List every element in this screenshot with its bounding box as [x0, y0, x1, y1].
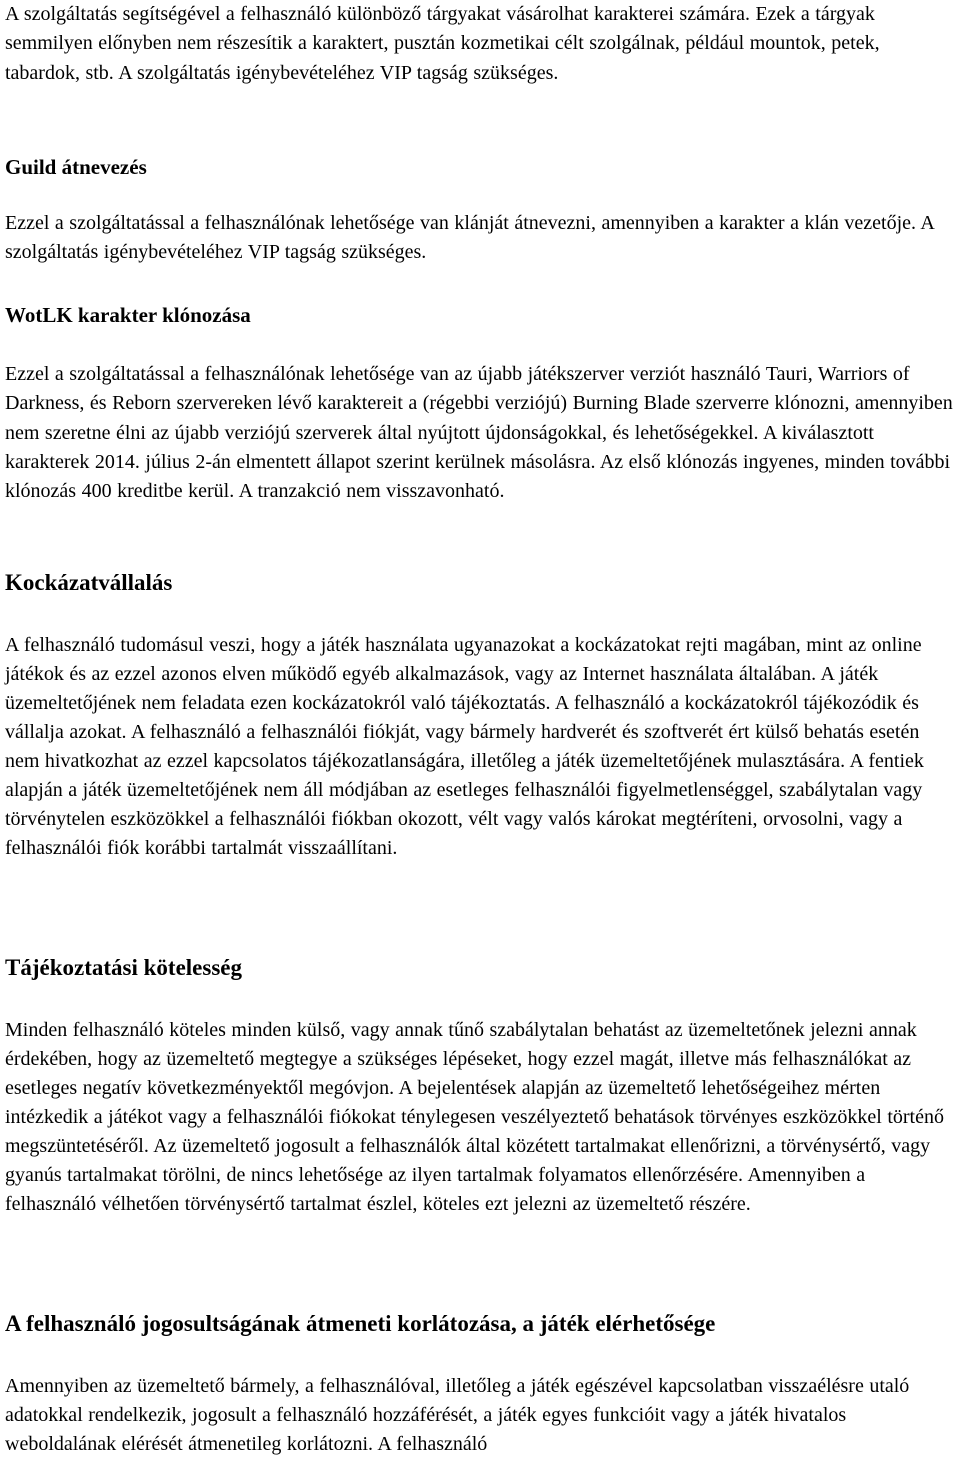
guild-rename-heading: Guild átnevezés: [5, 155, 147, 179]
wotlk-clone-paragraph: Ezzel a szolgáltatással a felhasználónak lehetősége van az újabb játékszerver verziót használó Tauri, Warriors of Darkness, és Reborn szervereken lévő karaktereit a (régebbi verziójú) Burning Blade szerverre klónozni, amennyiben nem szeretne élni az újabb verziójú szerverek által nyújtott újdonságokkal, és lehetőségekkel. A kiválasztott karakterek 2014. július 2-án elmentett állapot szerint kerülnek másolásra. Az első klónozás ingyenes, minden további klónozás 400 kreditbe kerül. A tranzakció nem visszavonható.: [5, 363, 953, 503]
info-duty-paragraph: Minden felhasználó köteles minden külső, vagy annak tűnő szabálytalan behatást az üzemeltetőnek jelezni annak érdekében, hogy az üzemeltető megtegye a szükséges lépéseket, hogy ezzel magát, illetve más felhasználókat az esetleges negatív következményektől megóvjon. A bejelentések alapján az üzemeltető lehetőségeihez mérten intézkedik a játékot vagy a felhasználói fiókokat ténylegesen veszélyeztető behatások törvényes eszközökkel történő megszüntetéséről. Az üzemeltető jogosult a felhasználók által közétett tartalmakat ellenőrizni, a törvénysértő, vagy gyanús tartalmakat törölni, de nincs lehetősége az ilyen tartalmak folyamatos ellenőrzésére. Amennyiben a felhasználó vélhetően törvénysértő tartalmat észlel, köteles ezt jelezni az üzemeltető részére.: [5, 1019, 944, 1215]
intro-paragraph: A szolgáltatás segítségével a felhasználó különböző tárgyakat vásárolhat karakterei számára. Ezek a tárgyak semmilyen előnyben nem részesítik a karaktert, pusztán kozmetikai célt szolgálnak, például mountok, petek, tabardok, stb. A szolgáltatás igénybevételéhez VIP tagság szükséges.: [5, 3, 880, 84]
info-duty-heading: Tájékoztatási kötelesség: [5, 955, 242, 980]
guild-rename-paragraph: Ezzel a szolgáltatással a felhasználónak lehetősége van klánját átnevezni, amennyiben a karakter a klán vezetője. A szolgáltatás igénybevételéhez VIP tagság szükséges.: [5, 212, 934, 264]
limitation-heading: A felhasználó jogosultságának átmeneti korlátozása, a játék elérhetősége: [5, 1311, 716, 1336]
limitation-paragraph: Amennyiben az üzemeltető bármely, a felhasználóval, illetőleg a játék egészével kapcsolatban visszaélésre utaló adatokkal rendelkezik, jogosult a felhasználó hozzáférését, a játék egyes funkcióit vagy a játék hivatalos weboldalának elérését átmenetileg korlátozni. A felhasználó: [5, 1375, 910, 1455]
risk-heading: Kockázatvállalás: [5, 570, 173, 595]
risk-paragraph: A felhasználó tudomásul veszi, hogy a játék használata ugyanazokat a kockázatokat rejti magában, mint az online játékok és az ezzel azonos elven működő egyéb alkalmazások, vagy az Internet használata általában. A játék üzemeltetőjének nem feladata ezen kockázatokról való tájékoztatás. A felhasználó a kockázatokról tájékozódik és vállalja azokat. A felhasználó a felhasználói fiókját, vagy bármely hardverét és szoftverét ért külső behatás esetén nem hivatkozhat az ezzel kapcsolatos tájékozatlanságára, illetőleg a játék üzemeltetőjének mulasztására. A fentiek alapján a játék üzemeltetőjének nem áll módjában az esetleges felhasználói figyelmetlenséggel, szabálytalan vagy törvénytelen eszközökkel a felhasználói fiókban okozott, vélt vagy valós károkat megtéríteni, orvosolni, vagy a felhasználói fiók korábbi tartalmát visszaállítani.: [5, 634, 924, 859]
wotlk-clone-heading: WotLK karakter klónozása: [5, 303, 251, 327]
